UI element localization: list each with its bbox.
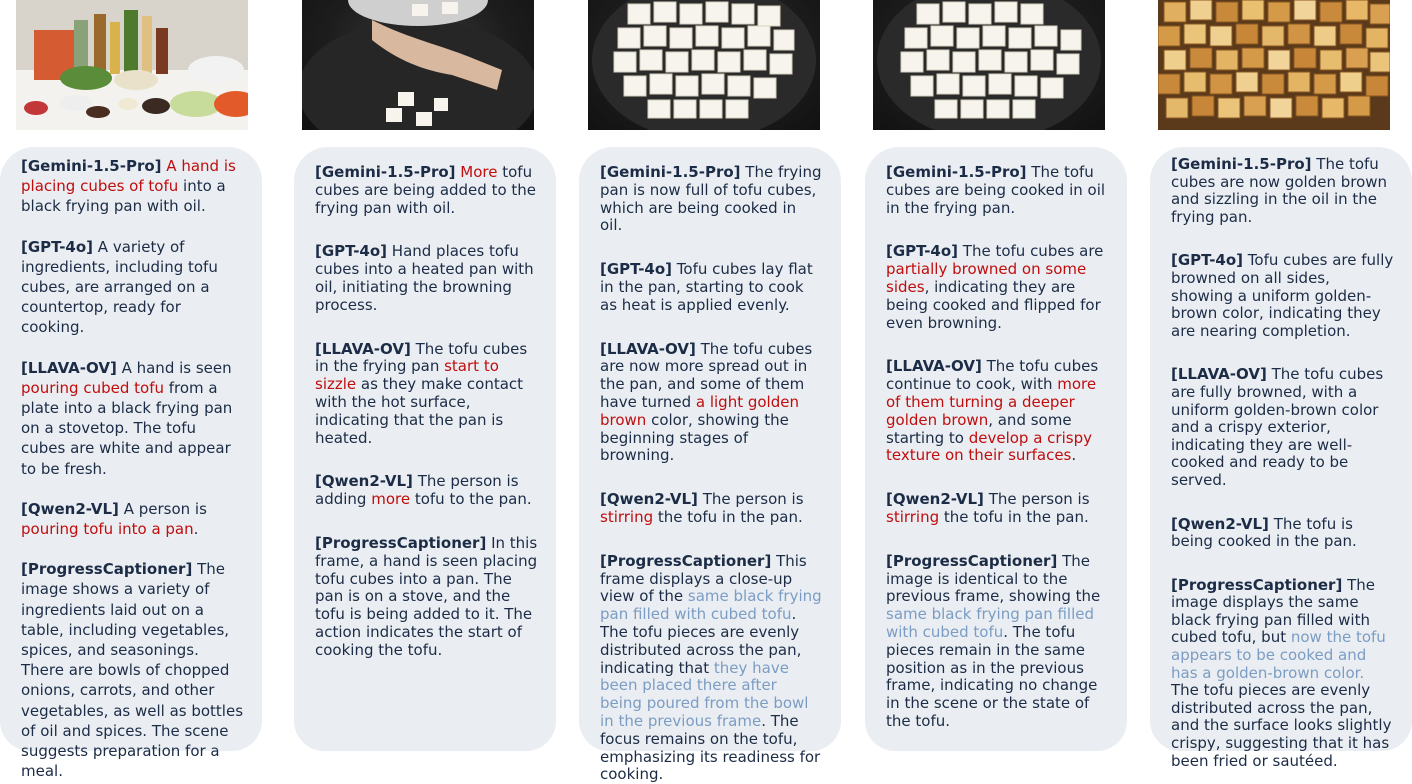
caption-qwen: [Qwen2-VL] The person is stirring the tofu in the pan. — [600, 490, 804, 526]
model-label: [GPT-4o] — [1171, 251, 1244, 270]
frame-column-5 — [1150, 0, 1412, 770]
model-label: [Qwen2-VL] — [1171, 514, 1269, 533]
model-label: [LLAVA-OV] — [600, 339, 696, 358]
model-label: [LLAVA-OV] — [1171, 365, 1267, 384]
model-label: [Gemini-1.5-Pro] — [315, 163, 456, 181]
caption-card-3 — [579, 147, 841, 784]
caption-list-3 — [600, 164, 823, 784]
caption-llava: [LLAVA-OV] The tofu cubes are now more spread out in the pan, and some of them have turned a light golden brown color, showing the beginning stages of browning. — [600, 339, 813, 465]
model-label: [Qwen2-VL] — [600, 490, 698, 509]
caption-qwen: [Qwen2-VL] The tofu is being cooked in the pan. — [1171, 514, 1357, 551]
model-label: [Gemini-1.5-Pro] — [21, 157, 162, 175]
golden-tofu-photo-icon — [1158, 0, 1390, 130]
model-label: [ProgressCaptioner] — [886, 551, 1058, 570]
model-label: [Gemini-1.5-Pro] — [1171, 155, 1312, 173]
caption-gemini: [Gemini-1.5-Pro] The frying pan is now full of tofu cubes, which are being cooked in oil. — [600, 163, 822, 235]
model-label: [GPT-4o] — [600, 260, 673, 279]
caption-qwen: [Qwen2-VL] The person is adding more tofu to the pan. — [315, 472, 532, 509]
frame-column-3 — [579, 0, 841, 784]
caption-gemini: [Gemini-1.5-Pro] The tofu cubes are being cooked in oil in the frying pan. — [886, 163, 1106, 217]
model-label: [LLAVA-OV] — [315, 339, 411, 358]
model-label: [ProgressCaptioner] — [315, 533, 487, 552]
model-label: [LLAVA-OV] — [21, 358, 117, 377]
model-label: [Qwen2-VL] — [886, 490, 984, 509]
ingredients-photo-icon — [16, 0, 248, 130]
caption-llava: [LLAVA-OV] The tofu cubes are fully browned, with a uniform golden-brown color and a crispy exterior, indicating they are well-cooked and ready to be served. — [1171, 365, 1384, 489]
caption-list-4 — [886, 164, 1109, 731]
model-label: [Gemini-1.5-Pro] — [886, 163, 1027, 181]
caption-gpt4o: [GPT-4o] Tofu cubes are fully browned on all sides, showing a uniform golden-brown color, indicating they are nearing completion. — [1171, 251, 1394, 340]
caption-progresscaptioner: [ProgressCaptioner] This frame displays a close-up view of the same black frying pan filled with cubed tofu. The tofu pieces are evenly distributed across the pan, indicating that they have been placed there after being poured from the bowl in the previous frame. The focus remains on the tofu, emphasizing its readiness for cooking. — [600, 551, 822, 784]
caption-llava: [LLAVA-OV] The tofu cubes in the frying pan start to sizzle as they make contact with the hot surface, indicating that the pan is heated. — [315, 339, 528, 447]
caption-gpt4o: [GPT-4o] The tofu cubes are partially browned on some sides, indicating they are being cooked and flipped for even browning. — [886, 242, 1104, 332]
model-label: [GPT-4o] — [21, 237, 94, 256]
model-label: [Qwen2-VL] — [21, 499, 119, 518]
model-label: [ProgressCaptioner] — [1171, 575, 1343, 594]
caption-list-2 — [315, 164, 538, 660]
model-label: [Qwen2-VL] — [315, 472, 413, 491]
model-label: [GPT-4o] — [315, 242, 388, 261]
model-label: [GPT-4o] — [886, 242, 959, 261]
frame-column-1 — [0, 0, 262, 781]
model-label: [ProgressCaptioner] — [21, 560, 193, 579]
tofu-cooking-photo-icon — [873, 0, 1105, 130]
caption-gemini: [Gemini-1.5-Pro] More tofu cubes are being added to the frying pan with oil. — [315, 163, 537, 217]
model-label: [LLAVA-OV] — [886, 357, 982, 376]
pan-full-of-tofu-photo-icon — [588, 0, 820, 130]
caption-gpt4o: [GPT-4o] Hand places tofu cubes into a heated pan with oil, initiating the browning process. — [315, 242, 534, 314]
caption-list-5 — [1171, 156, 1394, 770]
caption-gemini: [Gemini-1.5-Pro] A hand is placing cubes of tofu into a black frying pan with oil. — [21, 157, 236, 216]
caption-card-5 — [1150, 147, 1412, 770]
caption-qwen: [Qwen2-VL] The person is stirring the tofu in the pan. — [886, 490, 1090, 526]
caption-card-1 — [0, 147, 262, 781]
caption-card-4 — [865, 147, 1127, 751]
caption-llava: [LLAVA-OV] A hand is seen pouring cubed tofu from a plate into a black frying pan on a stovetop. The tofu cubes are white and appear to be fresh. — [21, 358, 233, 478]
caption-progresscaptioner: [ProgressCaptioner] In this frame, a hand is seen placing tofu cubes into a pan. The pan is on a stove, and the tofu is being added to it. The action indicates the start of cooking the tofu. — [315, 533, 538, 659]
caption-card-2 — [294, 147, 556, 751]
caption-progresscaptioner: [ProgressCaptioner] The image is identical to the previous frame, showing the same black frying pan filled with cubed tofu. The tofu pieces remain in the same position as in the previous frame, indicating no change in the scene or the state of the tofu. — [886, 551, 1101, 730]
caption-gpt4o: [GPT-4o] A variety of ingredients, including tofu cubes, are arranged on a countertop, ready for cooking. — [21, 237, 218, 337]
frame-column-2 — [294, 0, 556, 751]
caption-list-1 — [21, 156, 244, 781]
caption-gpt4o: [GPT-4o] Tofu cubes lay flat in the pan, starting to cook as heat is applied evenly. — [600, 260, 813, 314]
caption-progresscaptioner: [ProgressCaptioner] The image displays the same black frying pan filled with cubed tofu, but now the tofu appears to be cooked and has a golden-brown color. The tofu pieces are evenly distributed across the pan, and the surface looks slightly crispy, suggesting that it has been fried or sautéed. — [1171, 575, 1392, 770]
caption-llava: [LLAVA-OV] The tofu cubes continue to cook, with more of them turning a deeper golden brown, and some starting to develop a crispy texture on their surfaces. — [886, 357, 1099, 465]
caption-qwen: [Qwen2-VL] A person is pouring tofu into a pan. — [21, 499, 207, 539]
model-label: [Gemini-1.5-Pro] — [600, 163, 741, 181]
caption-gemini: [Gemini-1.5-Pro] The tofu cubes are now golden brown and sizzling in the oil in the frying pan. — [1171, 155, 1388, 226]
hand-adding-tofu-photo-icon — [302, 0, 534, 130]
frame-column-4 — [865, 0, 1127, 751]
caption-progresscaptioner: [ProgressCaptioner] The image shows a variety of ingredients laid out on a table, including vegetables, spices, and seasonings. There are bowls of chopped onions, carrots, and other vegetables, as well as bottles of oil and spices. The scene suggests preparation for a meal. — [21, 560, 244, 781]
model-label: [ProgressCaptioner] — [600, 551, 772, 570]
